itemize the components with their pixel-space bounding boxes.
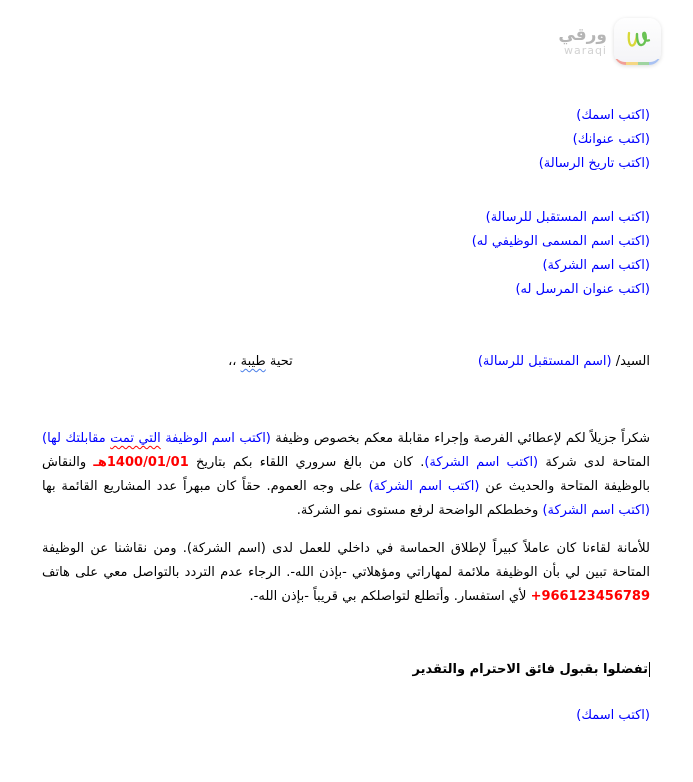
w-glyph-icon xyxy=(614,18,661,65)
phone-number: +966123456789 xyxy=(530,589,650,604)
waraqi-app-icon xyxy=(614,18,661,65)
brand-name-arabic: ورقي xyxy=(558,25,607,46)
greeting xyxy=(228,350,293,374)
p1-text-6: وخططكم الواضحة لرفع مستوى نمو الشركة. xyxy=(296,503,543,518)
recipient-block xyxy=(42,206,650,302)
brand-name-latin: waraqi xyxy=(563,43,607,57)
contact-paragraph xyxy=(42,537,650,609)
placeholder-recipient-address[interactable]: (اكتب عنوان المرسل له) xyxy=(515,282,650,297)
p2-text-2: لأي استفسار. وأتطلع لتواصلكم بي قريباً -بإذن الله-. xyxy=(249,589,531,604)
text-cursor xyxy=(649,662,650,677)
p2-text-1: للأمانة لقاءنا كان عاملاً كبيراً لإطلاق الحماسة في داخلي للعمل لدى (اسم الشركة). ومن نقاشنا عن الوظيفة المتاحة تبين لي بأن الوظيفة ملائمة لمهاراتي ومؤهلاتي -بإذن الله-. الرجاء عدم التردد بالتواصل معي على هاتف xyxy=(42,541,650,580)
placeholder-sender-address[interactable]: (اكتب عنوانك) xyxy=(572,132,650,147)
placeholder-letter-date[interactable]: (اكتب تاريخ الرسالة) xyxy=(538,156,650,171)
closing-text: تفضلوا بقبول فائق الاحترام والتقدير xyxy=(412,662,648,677)
placeholder-company-name-3[interactable]: (اكتب اسم الشركة) xyxy=(542,503,650,518)
placeholder-company-name-1[interactable]: (اكتب اسم الشركة) xyxy=(424,455,539,470)
placeholder-job-title-spellcheck[interactable]: التي تمت xyxy=(110,431,161,446)
p1-text-3: . كان من بالغ سروري اللقاء بكم بتاريخ xyxy=(188,455,425,470)
addressee-prefix: السيد/ xyxy=(611,354,650,369)
thanks-paragraph xyxy=(42,427,650,523)
placeholder-company-name-2[interactable]: (اكتب اسم الشركة) xyxy=(368,479,480,494)
greeting-before: تحية xyxy=(265,354,293,369)
p1-text-4: والنقاش بالوظيفة المتاحة والحديث عن xyxy=(42,455,650,494)
placeholder-recipient-job-title[interactable]: (اكتب اسم المسمى الوظيفي له) xyxy=(471,234,650,249)
placeholder-job-title-open[interactable]: (اكتب اسم الوظيفة xyxy=(160,431,271,446)
greeting-after: ،، xyxy=(228,354,241,369)
placeholder-sender-name[interactable]: (اكتب اسمك) xyxy=(576,108,650,123)
p1-text-1: شكراً جزيلاً لكم لإعطائي الفرصة وإجراء مقابلة معكم بخصوص وظيفة xyxy=(270,431,650,446)
placeholder-recipient-name[interactable]: (اكتب اسم المستقبل للرسالة) xyxy=(485,210,650,225)
greeting-spellcheck-word: طيبة xyxy=(240,354,266,369)
placeholder-job-title-close[interactable]: مقابلتك لها) xyxy=(42,431,111,446)
brand-logo xyxy=(558,18,661,65)
brand-wordmark xyxy=(558,26,607,57)
p1-text-5: على وجه العموم. حقاً كان مبهراً عدد المشاريع القائمة بها xyxy=(42,479,369,494)
closing-line xyxy=(42,658,650,682)
placeholder-company-name[interactable]: (اكتب اسم الشركة) xyxy=(542,258,650,273)
signature-block xyxy=(42,704,650,728)
meeting-date-value: 1400/01/01هـ xyxy=(93,455,189,470)
p1-text-2: المتاحة لدى شركة xyxy=(538,455,650,470)
placeholder-addressee-name[interactable]: (اسم المستقبل للرسالة) xyxy=(477,354,612,369)
placeholder-signature-name[interactable]: (اكتب اسمك) xyxy=(576,708,650,723)
sender-block xyxy=(42,104,650,176)
salutation-line xyxy=(42,350,650,374)
addressee xyxy=(478,350,650,374)
